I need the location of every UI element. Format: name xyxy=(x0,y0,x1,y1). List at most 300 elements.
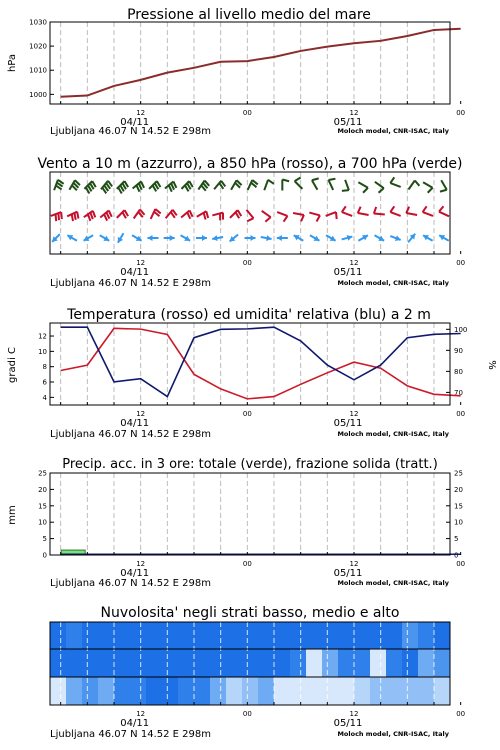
cloud-cell xyxy=(386,649,403,677)
wind-barb-feather xyxy=(374,207,376,214)
wind-barb-feather xyxy=(390,206,394,212)
wind-barb-feather xyxy=(439,206,443,211)
wind-barb xyxy=(198,180,209,190)
x-tick-label: 00 xyxy=(456,259,466,267)
cloud-cell xyxy=(194,677,211,705)
wind-barb xyxy=(310,235,320,241)
y-tick-label: 15 xyxy=(454,502,463,511)
cloud-cell xyxy=(418,622,435,649)
wind-barb-shaft xyxy=(54,180,58,190)
wind-barb xyxy=(309,213,320,222)
precip-y-ticks-left xyxy=(38,470,54,560)
wind-barb xyxy=(84,211,95,221)
wind-panel xyxy=(37,156,465,289)
cloud-cell xyxy=(178,622,195,649)
cloud-cell xyxy=(418,677,435,705)
cloud-cell xyxy=(66,677,83,705)
x-tick-label: 12 xyxy=(349,259,359,267)
cloud-cell xyxy=(322,622,339,649)
cloud-cell xyxy=(306,622,323,649)
clouds-credit: Moloch model, CNR-ISAC, Italy xyxy=(337,730,449,738)
x-date-label: 04/11 xyxy=(120,117,150,128)
wind-barb xyxy=(423,235,433,241)
clouds-title: Nuvolosita' negli strati basso, medio e alto xyxy=(100,605,400,621)
wind-barb xyxy=(101,181,112,194)
precip-title: Precip. acc. in 3 ore: totale (verde), frazione solida (tratt.) xyxy=(62,457,438,472)
wind-barb xyxy=(374,207,385,215)
wind-barb xyxy=(197,211,208,219)
wind-arrow-head xyxy=(251,235,256,241)
wind-barb xyxy=(212,235,223,241)
wind-barb-feather xyxy=(93,211,95,218)
cloud-cell xyxy=(98,649,115,677)
pressure-line xyxy=(61,29,461,97)
pressure-title: Pressione al livello medio del mare xyxy=(127,7,371,23)
wind-barb-feather xyxy=(247,218,253,221)
cloud-cell xyxy=(114,649,131,677)
y-tick-label: 20 xyxy=(454,485,463,494)
wind-barb xyxy=(390,206,400,216)
wind-barb xyxy=(261,235,272,241)
cloud-cell xyxy=(274,649,291,677)
cloud-cell xyxy=(242,622,259,649)
cloud-cell xyxy=(210,622,227,649)
x-tick-label: 12 xyxy=(136,410,146,418)
cloud-cell xyxy=(130,622,147,649)
wind-barb xyxy=(390,235,400,241)
x-tick-label: 00 xyxy=(242,109,252,117)
cloud-cell xyxy=(210,677,227,705)
precip-ylabel: mm xyxy=(7,505,18,525)
cloud-cell xyxy=(146,649,163,677)
wind-barb xyxy=(245,235,256,241)
wind-barb-shaft xyxy=(409,180,415,189)
wind-barb-feather xyxy=(440,190,447,192)
wind-barb-feather xyxy=(329,179,336,180)
y-tick-label: 20 xyxy=(38,485,47,494)
cloud-cell xyxy=(50,622,67,649)
wind-barb-feather xyxy=(312,178,319,180)
x-tick-label: 00 xyxy=(456,109,466,117)
temphum-ylabel-left: gradi C xyxy=(7,347,18,383)
wind-barb xyxy=(181,181,192,191)
x-date-label: 05/11 xyxy=(333,267,363,278)
temphum-x-axis xyxy=(61,402,465,429)
wind-barb-shaft xyxy=(375,182,384,188)
cloud-cell xyxy=(114,677,131,705)
cloud-cell xyxy=(434,622,451,649)
x-tick-label: 12 xyxy=(136,259,146,267)
wind-barb xyxy=(231,180,242,190)
cloud-cell xyxy=(130,677,147,705)
wind-barb-feather xyxy=(317,215,320,221)
wind-barb xyxy=(440,180,447,191)
cloud-cell xyxy=(338,622,355,649)
cloud-cell xyxy=(162,649,179,677)
cloud-cell xyxy=(242,649,259,677)
wind-barb-feather xyxy=(88,214,90,221)
wind-barb-shaft xyxy=(309,213,320,216)
cloud-cell xyxy=(114,622,131,649)
cloud-cell xyxy=(82,649,99,677)
wind-barb-shaft xyxy=(358,182,368,188)
x-tick-label: 12 xyxy=(349,109,359,117)
wind-barb-feather xyxy=(282,180,289,182)
wind-barb xyxy=(151,209,161,219)
y-tick-label: 10 xyxy=(38,347,47,356)
temphum-title: Temperatura (rosso) ed umidita' relativa (blu) a 2 m xyxy=(67,307,431,323)
wind-barb xyxy=(375,182,384,193)
wind-barb xyxy=(358,235,368,241)
wind-barb-feather xyxy=(56,214,57,221)
wind-barb xyxy=(342,235,353,241)
wind-barb xyxy=(164,235,175,241)
wind-barb-feather xyxy=(58,213,59,220)
clouds-cells xyxy=(50,622,451,705)
wind-barb xyxy=(118,233,124,243)
y-tick-label: 70 xyxy=(454,388,463,397)
pressure-credit: Moloch model, CNR-ISAC, Italy xyxy=(337,127,449,135)
wind-arrow-head xyxy=(148,235,153,241)
precip-gridlines xyxy=(61,473,434,555)
wind-barb xyxy=(439,235,449,241)
wind-barb-feather xyxy=(336,212,337,219)
y-tick-label: 80 xyxy=(454,367,463,376)
precip-location: Ljubljana 46.07 N 14.52 E 298m xyxy=(50,578,211,589)
temphum-location: Ljubljana 46.07 N 14.52 E 298m xyxy=(50,429,211,440)
clouds-panel xyxy=(50,605,465,740)
wind-barb-feather xyxy=(363,188,368,193)
cloud-cell xyxy=(210,649,227,677)
x-tick-label: 12 xyxy=(349,560,359,568)
x-date-label: 05/11 xyxy=(333,568,363,579)
wind-barb xyxy=(117,181,128,193)
cloud-cell xyxy=(370,622,387,649)
y-tick-label: 0 xyxy=(42,551,47,560)
cloud-cell xyxy=(354,677,371,705)
wind-barb xyxy=(181,210,192,218)
cloud-cell xyxy=(354,649,371,677)
x-tick-label: 12 xyxy=(136,560,146,568)
precip-x-axis xyxy=(61,552,465,579)
temphum-plot-frame xyxy=(50,323,450,405)
wind-barb xyxy=(165,181,176,191)
wind-arrow-head xyxy=(170,235,175,241)
wind-barb-feather xyxy=(379,188,384,193)
y-tick-label: 12 xyxy=(38,332,47,341)
x-tick-label: 00 xyxy=(456,710,466,718)
cloud-cell xyxy=(322,649,339,677)
wind-barb-feather xyxy=(268,180,274,184)
wind-barb xyxy=(390,177,400,187)
wind-barb-feather xyxy=(423,206,427,212)
cloud-cell xyxy=(162,677,179,705)
x-date-label: 04/11 xyxy=(120,718,150,729)
temphum-y-ticks-left xyxy=(38,333,54,402)
cloud-cell xyxy=(162,622,179,649)
y-tick-label: 1030 xyxy=(29,18,47,27)
x-date-label: 04/11 xyxy=(120,418,150,429)
wind-barb-feather xyxy=(390,177,394,183)
y-tick-label: 8 xyxy=(42,363,47,372)
cloud-cell xyxy=(338,649,355,677)
wind-barb-feather xyxy=(206,211,208,218)
wind-barb-shaft xyxy=(231,180,237,190)
wind-barb xyxy=(358,207,369,215)
cloud-cell xyxy=(194,649,211,677)
temphum-ylabel-right: % xyxy=(486,360,497,370)
y-tick-label: 4 xyxy=(42,393,47,402)
wind-barb-shaft xyxy=(441,180,447,190)
wind-barb-feather xyxy=(415,180,420,185)
wind-barb xyxy=(181,235,191,241)
wind-barb xyxy=(214,181,225,189)
wind-barb xyxy=(264,180,274,190)
wind-barb-shaft xyxy=(212,213,223,216)
cloud-cell xyxy=(242,677,259,705)
wind-barb xyxy=(409,180,420,189)
wind-barb xyxy=(100,235,110,241)
y-tick-label: 10 xyxy=(454,518,463,527)
wind-barb-shaft xyxy=(439,212,449,217)
wind-barb-shaft xyxy=(264,180,268,190)
x-date-label: 04/11 xyxy=(120,267,150,278)
wind-barb-feather xyxy=(74,213,75,220)
cloud-cell xyxy=(146,622,163,649)
cloud-cell xyxy=(226,622,243,649)
y-tick-label: 0 xyxy=(454,551,459,560)
wind-barb-feather xyxy=(265,217,270,222)
cloud-cell xyxy=(178,677,195,705)
temperature-line xyxy=(61,328,461,399)
wind-barb-shaft xyxy=(345,180,349,190)
x-tick-label: 00 xyxy=(242,410,252,418)
cloud-cell xyxy=(370,677,387,705)
wind-barb-shaft xyxy=(390,212,400,216)
wind-barb xyxy=(375,235,385,241)
wind-title: Vento a 10 m (azzurro), a 850 hPa (rosso), a 700 hPa (verde) xyxy=(37,156,463,172)
y-tick-label: 100 xyxy=(454,325,468,334)
wind-barb xyxy=(67,235,77,241)
pressure-x-axis xyxy=(61,101,465,128)
wind-barb-shaft xyxy=(358,213,369,215)
wind-barb xyxy=(134,209,145,218)
y-tick-label: 10 xyxy=(38,518,47,527)
x-tick-label: 00 xyxy=(242,259,252,267)
wind-barb-shaft xyxy=(293,213,304,215)
cloud-cell xyxy=(306,677,323,705)
cloud-cell xyxy=(290,649,307,677)
pressure-location: Ljubljana 46.07 N 14.52 E 298m xyxy=(50,126,211,137)
wind-barb-shaft xyxy=(277,212,287,216)
wind-barb-shaft xyxy=(374,214,385,215)
wind-barb xyxy=(406,207,417,215)
cloud-cell xyxy=(434,677,451,705)
wind-barb xyxy=(312,178,319,189)
pressure-plot-frame xyxy=(50,22,450,104)
pressure-gridlines xyxy=(61,22,434,104)
wind-barb xyxy=(248,180,258,190)
x-tick-label: 12 xyxy=(349,710,359,718)
wind-barb-feather xyxy=(295,178,301,182)
wind-barb-shaft xyxy=(329,180,334,190)
cloud-cell xyxy=(226,649,243,677)
wind-barb-shaft xyxy=(390,183,400,187)
wind-barb xyxy=(148,235,159,241)
cloud-cell xyxy=(194,622,211,649)
wind-barb xyxy=(54,180,64,190)
cloud-cell xyxy=(50,677,67,705)
cloud-cell xyxy=(386,677,403,705)
wind-arrow-head xyxy=(202,235,207,241)
wind-barb-feather xyxy=(90,213,92,220)
wind-barb xyxy=(230,234,238,241)
pressure-panel xyxy=(7,7,465,137)
wind-barb xyxy=(196,235,207,241)
wind-barb-feather xyxy=(61,212,62,219)
wind-barb xyxy=(52,234,60,242)
cloud-cell xyxy=(354,622,371,649)
cloud-cell xyxy=(82,677,99,705)
cloud-cell xyxy=(82,622,99,649)
y-tick-label: 1000 xyxy=(29,90,47,99)
y-tick-label: 25 xyxy=(454,469,463,478)
wind-barb-feather xyxy=(342,206,346,212)
wind-barb-feather xyxy=(406,207,409,213)
wind-barb-shaft xyxy=(248,180,253,190)
cloud-cell xyxy=(98,677,115,705)
cloud-cell xyxy=(338,677,355,705)
cloud-cell xyxy=(130,649,147,677)
cloud-cell xyxy=(386,622,403,649)
cloud-cell xyxy=(50,649,67,677)
y-tick-label: 1020 xyxy=(29,42,47,51)
cloud-cell xyxy=(322,677,339,705)
wind-barb xyxy=(67,212,78,221)
cloud-cell xyxy=(146,677,163,705)
wind-credit: Moloch model, CNR-ISAC, Italy xyxy=(337,279,449,287)
x-tick-label: 00 xyxy=(242,710,252,718)
cloud-cell xyxy=(434,649,451,677)
wind-barb xyxy=(262,211,271,222)
wind-barb xyxy=(282,180,289,191)
cloud-cell xyxy=(402,649,419,677)
wind-barb xyxy=(358,182,368,193)
wind-barb xyxy=(342,206,352,216)
x-tick-label: 12 xyxy=(349,410,359,418)
wind-barb xyxy=(212,213,223,221)
cloud-cell xyxy=(402,677,419,705)
clouds-location: Ljubljana 46.07 N 14.52 E 298m xyxy=(50,729,211,740)
wind-barb xyxy=(149,181,160,191)
wind-barb xyxy=(133,181,144,191)
precip-plot-frame xyxy=(50,473,450,555)
wind-barb xyxy=(117,210,128,218)
cloud-cell xyxy=(290,677,307,705)
temphum-y-ticks-right xyxy=(446,326,467,397)
y-tick-label: 1010 xyxy=(29,66,47,75)
wind-barb xyxy=(294,235,304,241)
y-tick-label: 5 xyxy=(454,535,459,544)
wind-barb-feather xyxy=(301,215,304,221)
x-tick-label: 00 xyxy=(242,560,252,568)
temphum-panel xyxy=(7,307,497,440)
cloud-cell xyxy=(290,622,307,649)
precip-credit: Moloch model, CNR-ISAC, Italy xyxy=(337,579,449,587)
clouds-x-axis xyxy=(61,702,465,729)
wind-barb-feather xyxy=(72,214,73,221)
y-tick-label: 6 xyxy=(42,378,47,387)
wind-barb-feather xyxy=(358,207,361,213)
wind-barb xyxy=(423,182,433,193)
wind-barb-shaft xyxy=(423,182,433,188)
wind-barb-feather xyxy=(342,190,349,191)
wind-barb xyxy=(293,213,304,221)
x-date-label: 05/11 xyxy=(333,418,363,429)
wind-barb xyxy=(423,206,433,216)
x-tick-label: 00 xyxy=(456,560,466,568)
wind-barb xyxy=(439,206,449,216)
cloud-cell xyxy=(226,677,243,705)
wind-barb xyxy=(84,235,94,241)
cloud-cell xyxy=(402,622,419,649)
wind-x-axis xyxy=(61,251,465,278)
wind-barb-feather xyxy=(204,213,206,220)
wind-barb-shaft xyxy=(262,211,271,217)
wind-barb xyxy=(277,235,288,241)
wind-barb-feather xyxy=(77,212,78,219)
wind-barb xyxy=(342,180,349,191)
precip-panel xyxy=(7,457,465,589)
wind-barb xyxy=(408,234,415,242)
cloud-cell xyxy=(98,622,115,649)
cloud-cell xyxy=(258,677,275,705)
wind-barb xyxy=(100,210,111,220)
x-tick-label: 12 xyxy=(136,109,146,117)
wind-barb xyxy=(84,181,95,193)
x-tick-label: 00 xyxy=(456,410,466,418)
temphum-gridlines xyxy=(61,323,434,405)
cloud-cell xyxy=(370,649,387,677)
x-date-label: 05/11 xyxy=(333,718,363,729)
wind-barb xyxy=(295,178,303,189)
temphum-credit: Moloch model, CNR-ISAC, Italy xyxy=(337,430,449,438)
cloud-cell xyxy=(258,622,275,649)
y-tick-label: 5 xyxy=(42,535,47,544)
wind-location: Ljubljana 46.07 N 14.52 E 298m xyxy=(50,278,211,289)
precip-y-ticks-right xyxy=(446,470,463,560)
wind-barb-shaft xyxy=(342,212,352,216)
wind-barb-feather xyxy=(284,216,288,222)
cloud-cell xyxy=(418,649,435,677)
wind-barb xyxy=(230,210,241,218)
wind-barb xyxy=(277,212,287,222)
wind-barb-shaft xyxy=(151,209,156,219)
cloud-cell xyxy=(306,649,323,677)
humidity-line xyxy=(61,327,461,396)
wind-barb xyxy=(69,180,80,190)
x-date-label: 05/11 xyxy=(333,117,363,128)
y-tick-label: 15 xyxy=(38,502,47,511)
wind-barb-shaft xyxy=(423,212,433,216)
pressure-ylabel: hPa xyxy=(7,53,18,73)
x-date-label: 04/11 xyxy=(120,568,150,579)
wind-barb-shaft xyxy=(312,180,318,190)
cloud-cell xyxy=(274,677,291,705)
y-tick-label: 90 xyxy=(454,346,463,355)
y-tick-label: 25 xyxy=(38,469,47,478)
wind-barbs xyxy=(51,177,449,242)
